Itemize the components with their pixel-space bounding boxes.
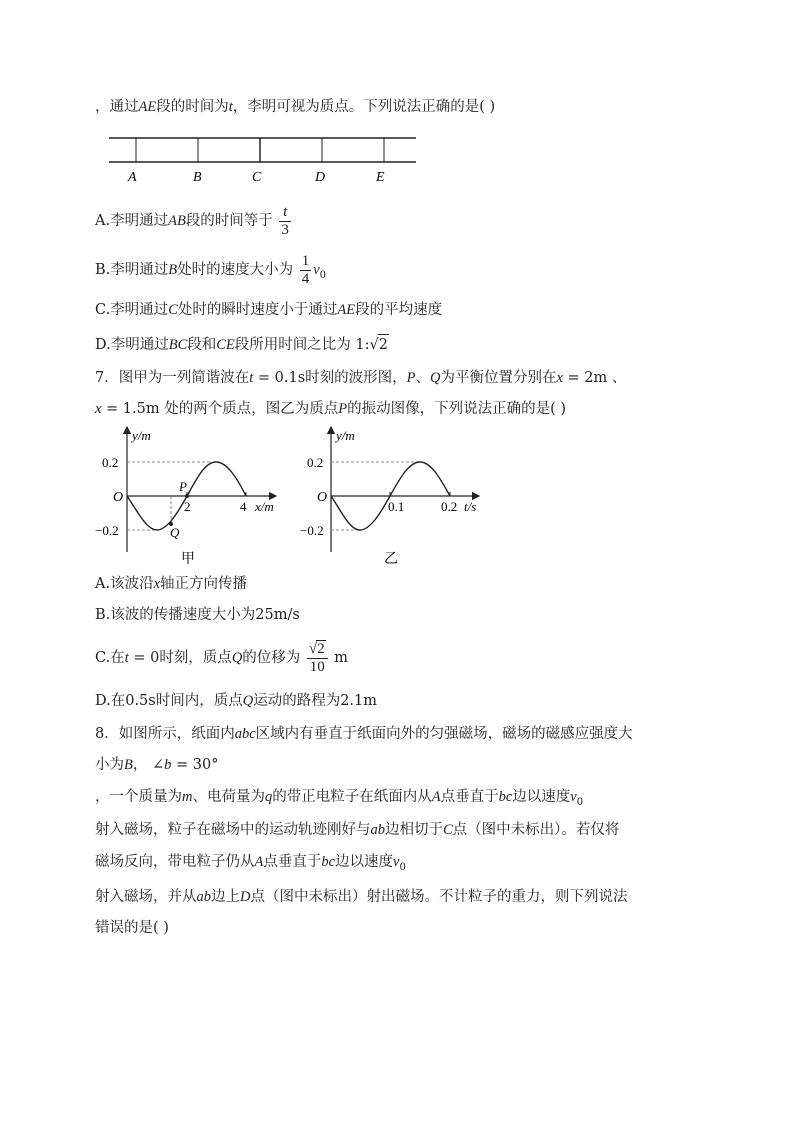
graph-jia-xtick-2: 2 — [184, 499, 191, 514]
graph-jia-point-p: P — [179, 479, 187, 494]
graph-yi-xtick-02: 0.2 — [441, 499, 458, 514]
q8-line6: 射入磁场，并从ab边上D点（图中未标出）射出磁场。不计粒子的重力，则下列说法 — [95, 889, 628, 905]
q6-option-b: B.李明通过B处时的速度大小为 $\frac{1}{4}$ $v_0$ — [95, 252, 327, 287]
track-label-d: D — [315, 170, 326, 185]
q6-option-a: A.李明通过AB段的时间等于 $\frac{t}{3}$ — [95, 203, 289, 238]
graph-jia-ylabel: y/m — [132, 428, 151, 443]
q6-stem: ，通过AE段的时间为t，李明可视为质点。下列说法正确的是( ) — [95, 99, 496, 115]
graph-jia-caption: 甲 — [181, 552, 195, 567]
graph-yi-xtick-01: 0.1 — [388, 499, 405, 514]
q6-option-c: C.李明通过C处时的瞬时速度小于通过AE段的平均速度 — [95, 302, 443, 318]
q7-option-c: C.在t = 0时刻，质点Q的位移为 $\frac{√2}{10}$ m — [95, 641, 348, 675]
q7-option-d: D.在0.5s时间内，质点Q运动的路程为2.1m — [95, 693, 378, 709]
q8-line7: 错误的是( ) — [95, 920, 169, 936]
graph-jia-origin: O — [113, 490, 124, 505]
wave-graph-jia — [95, 424, 295, 570]
q8-line3: ，一个质量为m、电荷量为q的带正电粒子在纸面内从A点垂直于bc边以速度$v_0$ — [95, 789, 584, 808]
q8-line5: 磁场反向，带电粒子仍从A点垂直于bc边以速度$v_0$ — [95, 854, 406, 873]
fraction-t-over-3: $\frac{t}{3}$ — [281, 203, 289, 238]
fraction-sqrt2-over-10: $\frac{√2}{10}$ — [307, 640, 328, 676]
q8-line1: 8．如图所示，纸面内abc区域内有垂直于纸面向外的匀强磁场，磁场的磁感应强度大 — [95, 726, 633, 742]
q8-line2: 小为B， ∠b = 30° — [95, 757, 219, 773]
q7-stem-line1: 7．图甲为一列简谐波在t = 0.1s时刻的波形图，P、Q为平衡位置分别在x = 2m 、 — [95, 370, 627, 386]
track-label-a: A — [128, 170, 137, 185]
graph-yi-ylabel: y/m — [336, 428, 355, 443]
graph-jia-ytick-pos: 0.2 — [102, 455, 119, 470]
graph-yi-caption: 乙 — [384, 552, 398, 567]
track-label-c: C — [252, 170, 262, 185]
q7-option-b: B.该波的传播速度大小为25m/s — [95, 607, 300, 623]
track-label-e: E — [376, 170, 385, 185]
graph-yi-xlabel: t/s — [464, 499, 477, 514]
fraction-1-over-4: $\frac{1}{4}$ — [301, 252, 310, 287]
q8-line4: 射入磁场，粒子在磁场中的运动轨迹刚好与ab边相切于C点（图中未标出）。若仅将 — [95, 822, 620, 838]
graph-jia-ytick-neg: −0.2 — [95, 523, 119, 538]
graph-yi-ytick-pos: 0.2 — [307, 455, 324, 470]
graph-yi-ytick-neg: −0.2 — [300, 523, 324, 538]
q7-option-a: A.该波沿x轴正方向传播 — [95, 576, 248, 592]
track-diagram — [100, 130, 430, 190]
graph-jia-point-q: Q — [170, 525, 180, 540]
track-label-b: B — [193, 170, 202, 185]
vibration-graph-yi — [300, 424, 500, 570]
graph-jia-xlabel: x/m — [255, 499, 274, 514]
q7-stem-line2: x = 1.5m 处的两个质点，图乙为质点P的振动图像，下列说法正确的是( ) — [95, 401, 567, 417]
graph-jia-xtick-4: 4 — [240, 499, 247, 514]
graph-yi-origin: O — [317, 490, 328, 505]
q6-option-d: D.李明通过BC段和CE段所用时间之比为 1:√2 — [95, 334, 389, 355]
